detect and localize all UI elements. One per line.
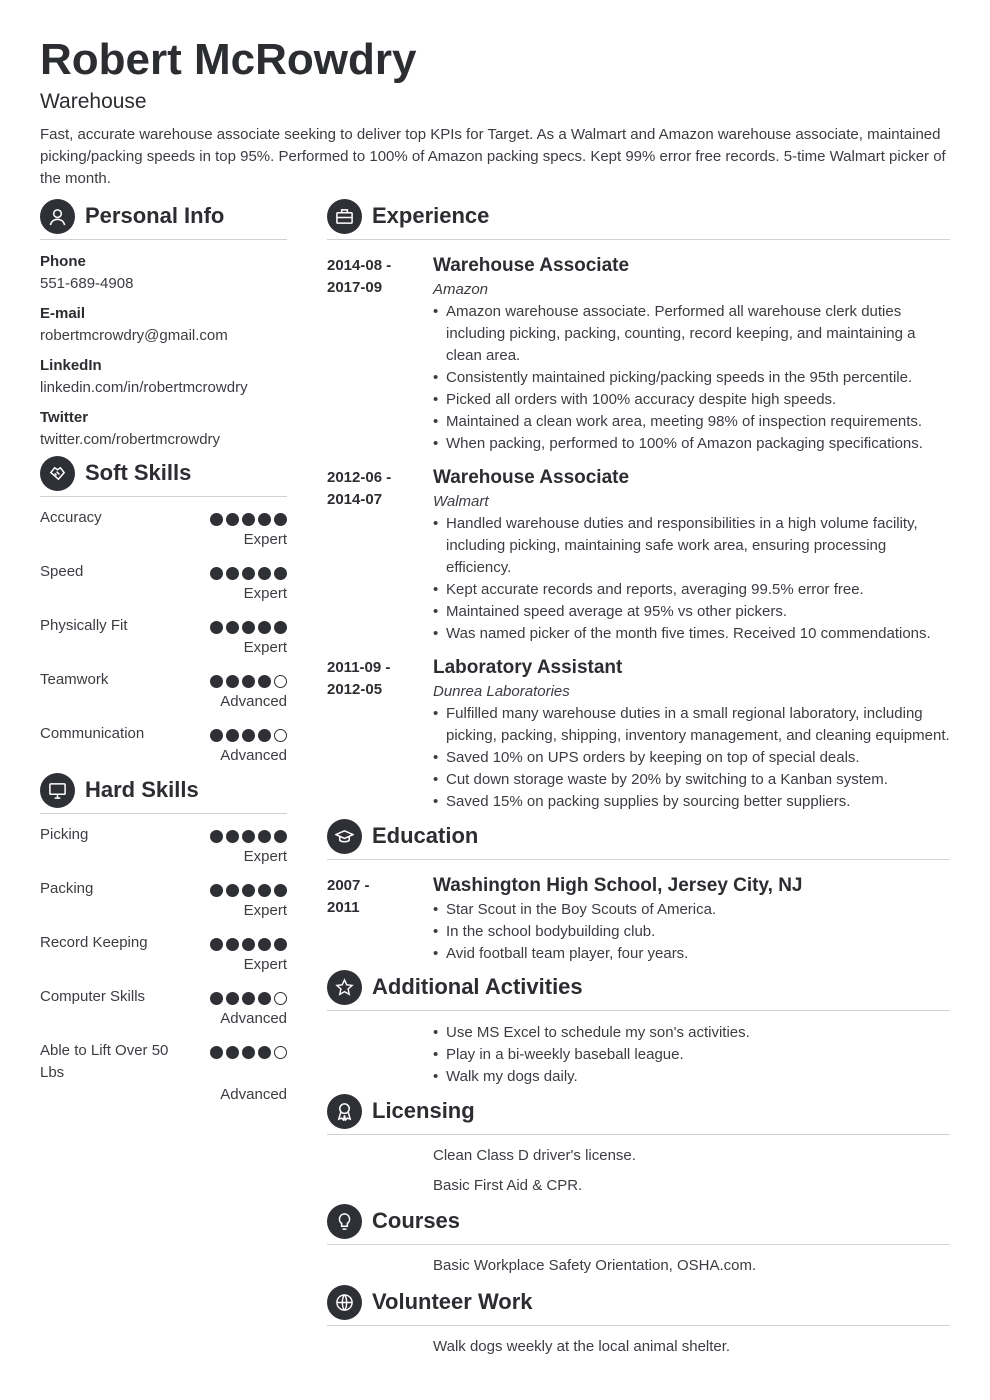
skill-row bbox=[40, 824, 287, 868]
bullet-item: • Consistently maintained picking/packing speeds in the 95th percentile. bbox=[433, 367, 950, 389]
bullet-item: • Saved 10% on UPS orders by keeping on top of special deals. bbox=[433, 747, 950, 769]
bullet-item: • Was named picker of the month five times. Received 10 commendations. bbox=[433, 623, 950, 645]
bullet-item: • Amazon warehouse associate. Performed all warehouse clerk duties including picking, packing, counting, record keeping, and maintaining a clean area. bbox=[433, 301, 950, 367]
rating-dot-empty bbox=[274, 1046, 287, 1059]
rating-dot-filled bbox=[258, 675, 271, 688]
rating-dot-filled bbox=[274, 830, 287, 843]
bullet-item: • Walk my dogs daily. bbox=[433, 1066, 950, 1088]
rating-dot-filled bbox=[242, 621, 255, 634]
rating-dot-filled bbox=[210, 675, 223, 688]
skill-level: Advanced bbox=[220, 1010, 287, 1027]
experience-entry bbox=[327, 253, 950, 455]
bullet-item: • Avid football team player, four years. bbox=[433, 943, 950, 965]
section-title: Education bbox=[372, 823, 479, 848]
rating-dot-empty bbox=[274, 729, 287, 742]
rating-dot-filled bbox=[226, 884, 239, 897]
email-value: robertmcrowdry@gmail.com bbox=[40, 327, 228, 344]
rating-dot-filled bbox=[226, 729, 239, 742]
rating-dot-filled bbox=[226, 675, 239, 688]
rating-dot-filled bbox=[242, 830, 255, 843]
monitor-icon bbox=[40, 773, 75, 808]
star-icon bbox=[327, 970, 362, 1005]
soft-skills-list bbox=[40, 507, 287, 767]
rating-dot-empty bbox=[274, 992, 287, 1005]
activities-bullets bbox=[433, 1022, 950, 1088]
hard-skills-list bbox=[40, 824, 287, 1106]
rating-dot-filled bbox=[258, 884, 271, 897]
entry-title: Laboratory Assistant bbox=[433, 657, 623, 678]
rating-dot-filled bbox=[242, 938, 255, 951]
rating-dot-filled bbox=[226, 621, 239, 634]
section-hard-skills bbox=[40, 773, 287, 814]
section-title: Experience bbox=[372, 203, 490, 228]
rating-dot-filled bbox=[274, 938, 287, 951]
volunteer-body bbox=[433, 1336, 950, 1358]
bullet-item: • Saved 15% on packing supplies by sourcing better suppliers. bbox=[433, 791, 950, 813]
bullet-item: • Picked all orders with 100% accuracy despite high speeds. bbox=[433, 389, 950, 411]
section-courses bbox=[327, 1204, 950, 1245]
skill-row bbox=[40, 669, 287, 713]
twitter-label: Twitter bbox=[40, 409, 89, 426]
section-personal-info bbox=[40, 199, 287, 240]
entry-date: 2007 - 2011 bbox=[327, 877, 370, 916]
entry-date: 2012-06 - 2014-07 bbox=[327, 469, 392, 508]
rating-dot-filled bbox=[210, 729, 223, 742]
rating-dot-filled bbox=[274, 884, 287, 897]
section-title: Additional Activities bbox=[372, 974, 583, 999]
skill-name: Accuracy bbox=[40, 509, 102, 526]
skill-name: Picking bbox=[40, 826, 89, 843]
skill-row bbox=[40, 1040, 287, 1106]
award-ribbon-icon bbox=[327, 1094, 362, 1129]
person-icon bbox=[40, 199, 75, 234]
skill-level: Expert bbox=[243, 902, 287, 919]
rating-dot-filled bbox=[226, 567, 239, 580]
linkedin-value: linkedin.com/in/robertmcrowdry bbox=[40, 379, 248, 396]
section-volunteer-work bbox=[327, 1285, 950, 1326]
rating-dot-filled bbox=[258, 938, 271, 951]
skill-row bbox=[40, 507, 287, 551]
bullet-item: • Fulfilled many warehouse duties in a small regional laboratory, including picking, packing, shipping, inventory management, and cleaning equipment. bbox=[433, 703, 950, 747]
skill-name: Teamwork bbox=[40, 671, 109, 688]
rating-dot-filled bbox=[242, 675, 255, 688]
skill-row bbox=[40, 986, 287, 1030]
section-soft-skills bbox=[40, 456, 287, 497]
section-title: Courses bbox=[372, 1208, 461, 1233]
rating-dot-filled bbox=[226, 992, 239, 1005]
skill-level: Advanced bbox=[220, 693, 287, 710]
bullet-item: • When packing, performed to 100% of Amazon packaging specifications. bbox=[433, 433, 950, 455]
bullet-item: • Cut down storage waste by 20% by switching to a Kanban system. bbox=[433, 769, 950, 791]
section-title: Licensing bbox=[372, 1098, 475, 1123]
skill-rating-dots bbox=[210, 675, 287, 688]
skill-rating-dots bbox=[210, 992, 287, 1005]
right-column bbox=[327, 199, 950, 1358]
skill-rating-dots bbox=[210, 513, 287, 526]
entry-org: Amazon bbox=[433, 281, 489, 298]
entry-date: 2011-09 - 2012-05 bbox=[327, 659, 391, 698]
rating-dot-filled bbox=[258, 830, 271, 843]
bullet-item: • Handled warehouse duties and responsibilities in a high volume facility, including picking, maintaining safe work area, ensuring processing efficiency. bbox=[433, 513, 950, 579]
section-experience bbox=[327, 199, 950, 240]
rating-dot-filled bbox=[274, 621, 287, 634]
globe-ball-icon bbox=[327, 1285, 362, 1320]
skill-row bbox=[40, 932, 287, 976]
rating-dot-filled bbox=[226, 513, 239, 526]
experience-entry bbox=[327, 465, 950, 645]
rating-dot-filled bbox=[226, 830, 239, 843]
bullet-item: • Kept accurate records and reports, averaging 99.5% error free. bbox=[433, 579, 950, 601]
graduation-cap-icon bbox=[327, 819, 362, 854]
skill-level: Expert bbox=[243, 585, 287, 602]
bullet-item: • Use MS Excel to schedule my son's activities. bbox=[433, 1022, 950, 1044]
rating-dot-filled bbox=[258, 992, 271, 1005]
section-title: Hard Skills bbox=[85, 777, 199, 802]
skill-level: Expert bbox=[243, 956, 287, 973]
skill-name: Packing bbox=[40, 880, 94, 897]
rating-dot-filled bbox=[210, 1046, 223, 1059]
rating-dot-filled bbox=[226, 1046, 239, 1059]
briefcase-icon bbox=[327, 199, 362, 234]
section-additional-activities bbox=[327, 970, 950, 1011]
phone-label: Phone bbox=[40, 253, 86, 270]
rating-dot-filled bbox=[210, 621, 223, 634]
rating-dot-filled bbox=[242, 884, 255, 897]
rating-dot-filled bbox=[210, 513, 223, 526]
volunteer-item: Walk dogs weekly at the local animal shelter. bbox=[433, 1338, 731, 1355]
skill-name: Speed bbox=[40, 563, 84, 580]
rating-dot-filled bbox=[226, 938, 239, 951]
licensing-item: Clean Class D driver's license. bbox=[433, 1147, 636, 1164]
bullet-item: • In the school bodybuilding club. bbox=[433, 921, 950, 943]
rating-dot-filled bbox=[274, 567, 287, 580]
skill-rating-dots bbox=[210, 938, 287, 951]
skill-name: Physically Fit bbox=[40, 617, 128, 634]
rating-dot-empty bbox=[274, 675, 287, 688]
entry-org: Walmart bbox=[433, 493, 489, 510]
entry-bullets bbox=[433, 301, 950, 455]
skill-rating-dots bbox=[210, 621, 287, 634]
courses-body bbox=[433, 1255, 950, 1277]
rating-dot-filled bbox=[258, 1046, 271, 1059]
rating-dot-filled bbox=[258, 567, 271, 580]
bullet-item: • Maintained speed average at 95% vs other pickers. bbox=[433, 601, 950, 623]
section-title: Personal Info bbox=[85, 203, 225, 228]
rating-dot-filled bbox=[274, 513, 287, 526]
skill-row bbox=[40, 878, 287, 922]
entry-title: Warehouse Associate bbox=[433, 467, 630, 488]
education-entry bbox=[327, 873, 950, 965]
skill-row bbox=[40, 723, 287, 767]
rating-dot-filled bbox=[258, 729, 271, 742]
rating-dot-filled bbox=[210, 992, 223, 1005]
experience-entry bbox=[327, 655, 950, 813]
skill-rating-dots bbox=[210, 884, 287, 897]
skill-level: Expert bbox=[243, 531, 287, 548]
rating-dot-filled bbox=[258, 513, 271, 526]
activities-body bbox=[433, 1022, 950, 1088]
skill-rating-dots bbox=[210, 1046, 287, 1059]
email-label: E-mail bbox=[40, 305, 86, 322]
bullet-item: • Maintained a clean work area, meeting 98% of inspection requirements. bbox=[433, 411, 950, 433]
rating-dot-filled bbox=[242, 1046, 255, 1059]
entry-title: Washington High School, Jersey City, NJ bbox=[433, 875, 803, 896]
rating-dot-filled bbox=[210, 830, 223, 843]
skill-rating-dots bbox=[210, 830, 287, 843]
rating-dot-filled bbox=[242, 567, 255, 580]
resume-name: Robert McRowdry bbox=[40, 35, 417, 84]
phone-value: 551-689-4908 bbox=[40, 275, 134, 292]
licensing-item: Basic First Aid & CPR. bbox=[433, 1177, 583, 1194]
rating-dot-filled bbox=[242, 992, 255, 1005]
rating-dot-filled bbox=[242, 513, 255, 526]
linkedin-label: LinkedIn bbox=[40, 357, 102, 374]
bullet-item: • Play in a bi-weekly baseball league. bbox=[433, 1044, 950, 1066]
resume-role: Warehouse bbox=[40, 90, 147, 113]
rating-dot-filled bbox=[242, 729, 255, 742]
skill-row bbox=[40, 615, 287, 659]
resume-summary: Fast, accurate warehouse associate seeking to deliver top KPIs for Target. As a Walmart and Amazon warehouse associate, maintained picking/packing speeds in top 95%. Performed to 100% of Amazon packing specs. Kept 99% error free records. 5-time Walmart picker of the month. bbox=[40, 126, 946, 187]
skill-row bbox=[40, 561, 287, 605]
section-licensing bbox=[327, 1094, 950, 1135]
lightbulb-icon bbox=[327, 1204, 362, 1239]
skill-name: Communication bbox=[40, 725, 145, 742]
rating-dot-filled bbox=[210, 884, 223, 897]
section-title: Soft Skills bbox=[85, 460, 192, 485]
entry-bullets bbox=[433, 703, 950, 813]
skill-level: Advanced bbox=[220, 747, 287, 764]
entry-title: Warehouse Associate bbox=[433, 255, 630, 276]
left-column bbox=[40, 199, 287, 1106]
entry-bullets bbox=[433, 513, 950, 645]
licensing-body bbox=[433, 1145, 950, 1197]
skill-name: Able to Lift Over 50 Lbs bbox=[40, 1042, 169, 1081]
section-title: Volunteer Work bbox=[372, 1289, 533, 1314]
skill-rating-dots bbox=[210, 729, 287, 742]
skill-level: Advanced bbox=[220, 1086, 287, 1103]
bullet-item: • Star Scout in the Boy Scouts of America. bbox=[433, 899, 950, 921]
section-education bbox=[327, 819, 950, 860]
skill-name: Computer Skills bbox=[40, 988, 146, 1005]
skill-level: Expert bbox=[243, 639, 287, 656]
rating-dot-filled bbox=[210, 938, 223, 951]
twitter-value: twitter.com/robertmcrowdry bbox=[40, 431, 221, 448]
skill-level: Expert bbox=[243, 848, 287, 865]
entry-org: Dunrea Laboratories bbox=[433, 683, 570, 700]
entry-bullets bbox=[433, 899, 950, 965]
entry-date: 2014-08 - 2017-09 bbox=[327, 257, 392, 296]
rating-dot-filled bbox=[258, 621, 271, 634]
rating-dot-filled bbox=[210, 567, 223, 580]
skill-rating-dots bbox=[210, 567, 287, 580]
personal-info-list bbox=[40, 251, 287, 451]
skill-name: Record Keeping bbox=[40, 934, 148, 951]
course-item: Basic Workplace Safety Orientation, OSHA.com. bbox=[433, 1257, 757, 1274]
handshake-icon bbox=[40, 456, 75, 491]
